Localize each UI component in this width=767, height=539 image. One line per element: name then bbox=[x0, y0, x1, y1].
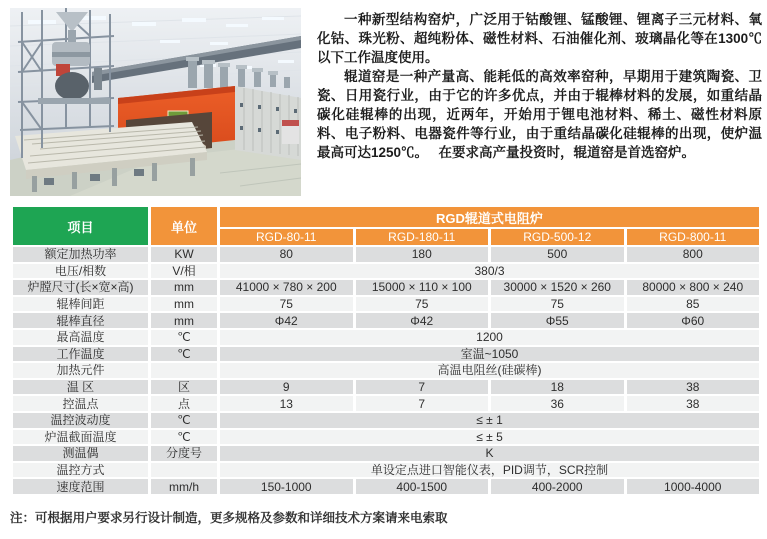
header-model-2: RGD-180-11 bbox=[356, 229, 489, 245]
table-row bbox=[13, 396, 759, 411]
row-unit: mm/h bbox=[151, 479, 217, 494]
header-model-3: RGD-500-12 bbox=[491, 229, 624, 245]
row-value-span: 单设定点进口智能仪表，PID调节，SCR控制 bbox=[220, 463, 759, 478]
row-label: 工作温度 bbox=[13, 347, 148, 362]
row-value: 75 bbox=[220, 297, 353, 312]
spec-table-head bbox=[13, 207, 759, 245]
row-value: 85 bbox=[627, 297, 760, 312]
row-value: 75 bbox=[491, 297, 624, 312]
row-value: 7 bbox=[356, 396, 489, 411]
row-value-span: ≤ ± 5 bbox=[220, 430, 759, 445]
row-unit: mm bbox=[151, 280, 217, 295]
row-value: 30000 × 1520 × 260 bbox=[491, 280, 624, 295]
table-row bbox=[13, 247, 759, 262]
top-section bbox=[0, 0, 767, 196]
row-value: 800 bbox=[627, 247, 760, 262]
header-item: 项目 bbox=[13, 207, 148, 245]
row-label: 辊棒间距 bbox=[13, 297, 148, 312]
row-unit: KW bbox=[151, 247, 217, 262]
row-value: 38 bbox=[627, 396, 760, 411]
row-value-span: 380/3 bbox=[220, 264, 759, 279]
row-value: 41000 × 780 × 200 bbox=[220, 280, 353, 295]
table-row bbox=[13, 264, 759, 279]
row-value: 36 bbox=[491, 396, 624, 411]
row-value: 15000 × 110 × 100 bbox=[356, 280, 489, 295]
row-unit: 分度号 bbox=[151, 446, 217, 461]
row-label: 温控方式 bbox=[13, 463, 148, 478]
row-value: 13 bbox=[220, 396, 353, 411]
row-unit: mm bbox=[151, 313, 217, 328]
row-value-span: 1200 bbox=[220, 330, 759, 345]
row-label: 最高温度 bbox=[13, 330, 148, 345]
row-value: Φ55 bbox=[491, 313, 624, 328]
row-value: Φ42 bbox=[220, 313, 353, 328]
row-value: 38 bbox=[627, 380, 760, 395]
row-value: 9 bbox=[220, 380, 353, 395]
row-value: Φ42 bbox=[356, 313, 489, 328]
row-unit: mm bbox=[151, 297, 217, 312]
row-value: 75 bbox=[356, 297, 489, 312]
row-label: 电压/相数 bbox=[13, 264, 148, 279]
table-row bbox=[13, 347, 759, 362]
header-product-group: RGD辊道式电阻炉 bbox=[220, 207, 759, 227]
table-row bbox=[13, 280, 759, 295]
row-unit: ℃ bbox=[151, 330, 217, 345]
row-value: 7 bbox=[356, 380, 489, 395]
row-label: 加热元件 bbox=[13, 363, 148, 378]
footer-note: 注：可根据用户要求另行设计制造，更多规格及参数和详细技术方案请来电索取 bbox=[10, 510, 448, 525]
row-label: 测温偶 bbox=[13, 446, 148, 461]
row-label: 额定加热功率 bbox=[13, 247, 148, 262]
row-value: 80 bbox=[220, 247, 353, 262]
row-value-span: 高温电阻丝(硅碳棒) bbox=[220, 363, 759, 378]
row-value: 500 bbox=[491, 247, 624, 262]
table-row bbox=[13, 297, 759, 312]
row-value: 150-1000 bbox=[220, 479, 353, 494]
table-row bbox=[13, 363, 759, 378]
row-unit bbox=[151, 363, 217, 378]
row-value: Φ60 bbox=[627, 313, 760, 328]
spec-table-body bbox=[13, 247, 759, 494]
row-unit: V/相 bbox=[151, 264, 217, 279]
roller-kiln-photo-illustration bbox=[10, 8, 301, 196]
intro-paragraph-1: 一种新型结构窑炉，广泛用于钴酸锂、锰酸锂、锂离子三元材料、氧化钴、珠光粉、超纯粉体、磁性材料、石油催化剂、玻璃晶化等在1300℃以下工作温度使用。 bbox=[317, 12, 762, 65]
row-value-span: 室温~1050 bbox=[220, 347, 759, 362]
header-unit: 单位 bbox=[151, 207, 217, 245]
row-value: 400-1500 bbox=[356, 479, 489, 494]
row-unit bbox=[151, 463, 217, 478]
row-value: 18 bbox=[491, 380, 624, 395]
header-model-1: RGD-80-11 bbox=[220, 229, 353, 245]
row-label: 炉膛尺寸(长×宽×高) bbox=[13, 280, 148, 295]
row-value-span: K bbox=[220, 446, 759, 461]
row-value: 180 bbox=[356, 247, 489, 262]
row-label: 温 区 bbox=[13, 380, 148, 395]
row-value: 400-2000 bbox=[491, 479, 624, 494]
row-value: 1000-4000 bbox=[627, 479, 760, 494]
table-row bbox=[13, 479, 759, 494]
intro-paragraph-2: 辊道窑是一种产量高、能耗低的高效率窑种，早期用于建筑陶瓷、卫瓷、日用瓷行业，由于它的许多优点，并由于辊棒材料的发展，如重结晶碳化硅辊棒的出现，近两年，开始用于锂电池材料、稀土、磁性材料原料、电子粉料、电器瓷件等行业，由于重结晶碳化硅辊棒的出现，使炉温最高可达1250℃。 在要求高产量投资时，辊道窑是首选窑炉。 bbox=[317, 69, 762, 160]
row-unit: ℃ bbox=[151, 413, 217, 428]
row-unit: ℃ bbox=[151, 347, 217, 362]
row-unit: 点 bbox=[151, 396, 217, 411]
table-row bbox=[13, 413, 759, 428]
table-row bbox=[13, 430, 759, 445]
row-label: 控温点 bbox=[13, 396, 148, 411]
row-value-span: ≤ ± 1 bbox=[220, 413, 759, 428]
header-model-4: RGD-800-11 bbox=[627, 229, 760, 245]
table-row bbox=[13, 380, 759, 395]
table-row bbox=[13, 446, 759, 461]
table-row bbox=[13, 463, 759, 478]
table-row bbox=[13, 313, 759, 328]
spec-table bbox=[10, 205, 762, 496]
row-value: 80000 × 800 × 240 bbox=[627, 280, 760, 295]
table-row bbox=[13, 330, 759, 345]
row-unit: 区 bbox=[151, 380, 217, 395]
row-label: 炉温截面温度 bbox=[13, 430, 148, 445]
intro-text bbox=[317, 8, 762, 196]
row-unit: ℃ bbox=[151, 430, 217, 445]
row-label: 辊棒直径 bbox=[13, 313, 148, 328]
product-photo bbox=[10, 8, 301, 196]
row-label: 温控波动度 bbox=[13, 413, 148, 428]
row-label: 速度范围 bbox=[13, 479, 148, 494]
